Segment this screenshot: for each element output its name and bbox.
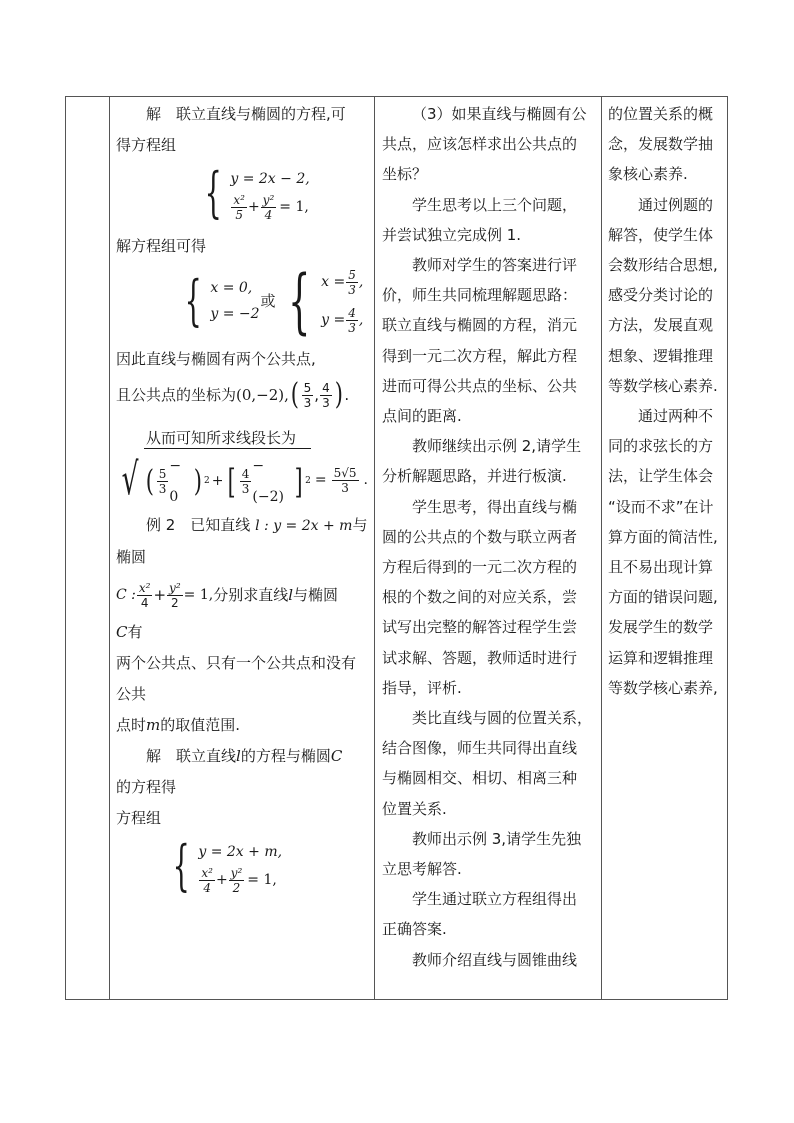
text-line: 的方程得 <box>116 778 177 796</box>
fraction: $\frac{\text{y²}}{2}$ <box>230 865 243 895</box>
brace-symbol: { <box>287 260 310 342</box>
text-line: 教师介绍直线与圆锥曲线 <box>412 950 578 969</box>
text-line: 得方程组 <box>116 136 177 154</box>
equation-line: y = 2x − 2, <box>230 170 310 187</box>
text-line: 两个公共点、只有一个公共点和没有 <box>116 654 357 672</box>
text-line: 运算和逻辑推理 <box>608 648 714 667</box>
text-line: 类比直线与圆的位置关系， <box>412 709 593 728</box>
text-line: 想象、逻辑推理 <box>608 346 714 365</box>
text-line: 点时m的取值范围. <box>116 716 241 734</box>
lesson-table <box>65 96 728 1000</box>
brace-symbol: { <box>184 269 202 332</box>
text-line: 会数形结合思想, <box>608 256 718 275</box>
text-line: 解 联立直线l的方程与椭圆C <box>146 747 343 765</box>
text-line: 且公共点的坐标为 (0,−2), ( $\frac{5}{3}$ , $\frac{4}{3}$ ) . <box>116 377 350 412</box>
text-line: 等数学核心素养, <box>608 678 718 697</box>
text-line: 圆的公共点的个数与联立两者 <box>382 527 578 546</box>
fraction: $\frac{5}{3}$ <box>158 467 167 496</box>
fraction: $\frac{\text{y²}}{4}$ <box>262 192 275 222</box>
column-divider <box>374 97 375 999</box>
text-line: 例 2 已知直线 l : y = 2x + m与 <box>146 516 368 534</box>
text-line: 公共 <box>116 685 147 703</box>
fraction: $\frac{\text{y²}}{2}$ <box>169 580 181 610</box>
text-line: 算方面的简洁性, <box>608 527 718 546</box>
text-line: 坐标？ <box>382 165 428 184</box>
text-line: 学生思考，得出直线与椭 <box>412 497 578 516</box>
fraction: $\frac{5}{3}$ <box>303 380 312 410</box>
text-line: 感受分类讨论的 <box>608 286 714 305</box>
text-line: 分析解题思路，并进行板演. <box>382 467 567 486</box>
text-line: （3）如果直线与椭圆有公 <box>412 105 587 123</box>
length-formula: √ ( $\frac{5}{3}$ − 0 ) 2 + [ $\frac{4}{3}$ −(−2) ] 2 = $\frac{5√5}{3}$ . <box>116 454 368 506</box>
text-line: 解方程组可得 <box>116 237 207 255</box>
text-line: 结合图像，师生共同得出直线 <box>382 739 578 758</box>
column-divider <box>109 97 110 999</box>
or-word: 或 <box>260 291 276 310</box>
text-line: 通过例题的 <box>638 195 714 214</box>
text-line: 从而可知所求线段长为 <box>146 429 297 447</box>
text-line: 根的个数之间的对应关系，尝 <box>382 588 578 607</box>
text-line: 学生通过联立方程组得出 <box>412 890 578 909</box>
text-line: 因此直线与椭圆有两个公共点, <box>116 350 316 368</box>
text-line: 通过两种不 <box>638 407 714 426</box>
text-line: 价，师生共同梳理解题思路： <box>382 286 578 305</box>
text-line: 与椭圆相交、相切、相离三种 <box>382 769 578 788</box>
text-line: “设而不求”在计 <box>608 497 714 516</box>
text-line: 且不易出现计算 <box>608 558 714 577</box>
text-line: 等数学核心素养. <box>608 376 718 395</box>
text-line: 象核心素养. <box>608 165 688 184</box>
fraction: $\frac{\text{x²}}{5}$ <box>233 192 245 222</box>
text-line: 并尝试独立完成例 1. <box>382 225 522 244</box>
text-line: 教师对学生的答案进行评 <box>412 256 578 275</box>
design-intent-column <box>608 97 728 999</box>
fraction: $\frac{5}{3}$ <box>348 267 356 297</box>
text-line: 方程组 <box>116 809 162 827</box>
brace-symbol: { <box>204 161 222 224</box>
equation-system-2: { y = 2x + m, $\frac{\text{x²}}{4}$ + $\frac{\text{y²}}{2}$ = 1, <box>172 834 283 897</box>
fraction: $\frac{4}{3}$ <box>322 380 330 410</box>
text-line: C有 <box>116 623 143 641</box>
text-line: 正确答案. <box>382 920 447 939</box>
text-line: 念，发展数学抽 <box>608 135 714 154</box>
text-line: 联立直线与椭圆的方程，消元 <box>382 316 578 335</box>
equation-system-1: { y = 2x − 2, $\frac{\text{x²}}{5}$ + $\frac{\text{y²}}{4}$ = 1, <box>204 161 310 224</box>
fraction: $\frac{\text{x²}}{4}$ <box>138 580 151 610</box>
text-line: 试求解、答题，教师适时进行 <box>382 648 578 667</box>
text-line: 方面的错误问题, <box>608 588 718 607</box>
text-line: 学生思考以上三个问题， <box>412 195 578 214</box>
teaching-process-column <box>382 97 598 999</box>
text-line: C : $\frac{\text{x²}}{4}$ + $\frac{\text{y²}}{2}$ = 1, 分别求直线 l 与椭圆 <box>116 580 339 610</box>
text-line: 同的求弦长的方 <box>608 437 714 456</box>
text-line: 指导，评析. <box>382 678 462 697</box>
text-line: 立思考解答. <box>382 860 462 879</box>
text-line: 方法，发展直观 <box>608 316 714 335</box>
text-line: 椭圆 <box>116 548 147 566</box>
fraction: $\frac{4}{3}$ <box>241 467 250 496</box>
brace-symbol: { <box>172 834 190 897</box>
text-line: 法，让学生体会 <box>608 467 714 486</box>
column-divider <box>601 97 602 999</box>
solution-column <box>116 97 368 999</box>
text-line: 位置关系. <box>382 799 447 818</box>
text-line: 得到一元二次方程，解此方程 <box>382 346 578 365</box>
text-line: 教师继续出示例 2,请学生 <box>412 437 582 456</box>
text-line: 解答，使学生体 <box>608 225 714 244</box>
fraction: $\frac{5√5}{3}$ <box>333 465 357 495</box>
text-line: 解 联立直线与椭圆的方程,可 <box>146 105 346 123</box>
text-line: 共点，应该怎样求出公共点的 <box>382 135 578 154</box>
text-line: 发展学生的数学 <box>608 618 714 637</box>
text-line: 进而可得公共点的坐标、公共 <box>382 376 578 395</box>
solution-set: { x = 0, y = −2 或 { x = $\frac{5}{3}$ , y = $\frac{4}{3}$ , <box>184 260 364 342</box>
text-line: 教师出示例 3,请学生先独 <box>412 829 582 848</box>
sqrt-symbol: √ <box>121 454 139 505</box>
fraction: $\frac{4}{3}$ <box>348 305 356 335</box>
fraction: $\frac{\text{x²}}{4}$ <box>201 865 213 895</box>
text-line: 试写出完整的解答过程学生尝 <box>382 618 578 637</box>
text-line: 方程后得到的一元二次方程的 <box>382 558 578 577</box>
text-line: 点间的距离. <box>382 407 462 426</box>
text-line: 的位置关系的概 <box>608 105 714 123</box>
